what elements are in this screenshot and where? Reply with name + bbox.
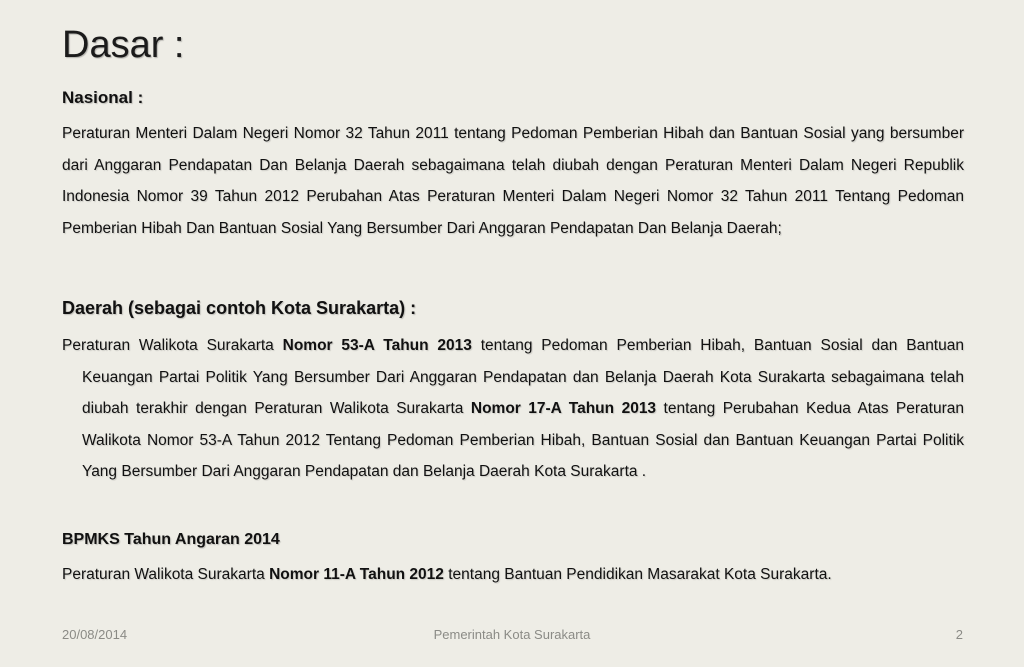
bpmks-regulation-number: Nomor 11-A Tahun 2012 <box>269 566 444 583</box>
footer-organization: Pemerintah Kota Surakarta <box>433 627 591 642</box>
bpmks-heading: BPMKS Tahun Angaran 2014 <box>62 531 280 548</box>
footer-page-number: 2 <box>955 627 963 642</box>
daerah-heading: Daerah (sebagai contoh Kota Surakarta) : <box>62 298 417 318</box>
daerah-text-1: Peraturan Walikota Surakarta <box>62 337 283 354</box>
bpmks-paragraph <box>62 559 964 591</box>
daerah-paragraph <box>62 330 964 488</box>
daerah-text-3: tentang Perubahan Kedua Atas Peraturan Walikota Nomor 53-A Tahun 2012 Tentang Pedoman Pemberian Hibah, Bantuan Sosial dan Bantuan Keuangan Partai Politik Yang Bersumber Dari Anggaran Pendapatan dan Belanja Daerah Kota Surakarta . <box>82 400 964 480</box>
footer-date: 20/08/2014 <box>62 627 128 642</box>
nasional-paragraph: Peraturan Menteri Dalam Negeri Nomor 32 Tahun 2011 tentang Pedoman Pemberian Hibah dan Bantuan Sosial yang bersumber dari Anggaran Pendapatan Dan Belanja Daerah sebagaimana telah diubah dengan Peraturan Menteri Dalam Negeri Republik Indonesia Nomor 39 Tahun 2012 Perubahan Atas Peraturan Menteri Dalam Negeri Nomor 32 Tahun 2011 Tentang Pedoman Pemberian Hibah Dan Bantuan Sosial Yang Bersumber Dari Anggaran Pendapatan Dan Belanja Daerah; <box>62 125 964 237</box>
slide-title: Dasar : <box>62 24 185 66</box>
bpmks-text-2: tentang Bantuan Pendidikan Masarakat Kota Surakarta. <box>443 566 832 583</box>
daerah-text-2: tentang Pedoman Pemberian Hibah, Bantuan Sosial dan Bantuan Keuangan Partai Politik Yang Bersumber Dari Anggaran Pendapatan dan Belanja Daerah Kota Surakarta sebagaimana telah diubah terakhir dengan Peraturan Walikota Surakarta <box>82 337 964 417</box>
bpmks-text-1: Peraturan Walikota Surakarta <box>62 566 270 583</box>
daerah-regulation-number-2: Nomor 17-A Tahun 2013 <box>470 400 657 417</box>
daerah-regulation-number-1: Nomor 53-A Tahun 2013 <box>282 337 472 354</box>
nasional-heading: Nasional : <box>62 88 144 107</box>
